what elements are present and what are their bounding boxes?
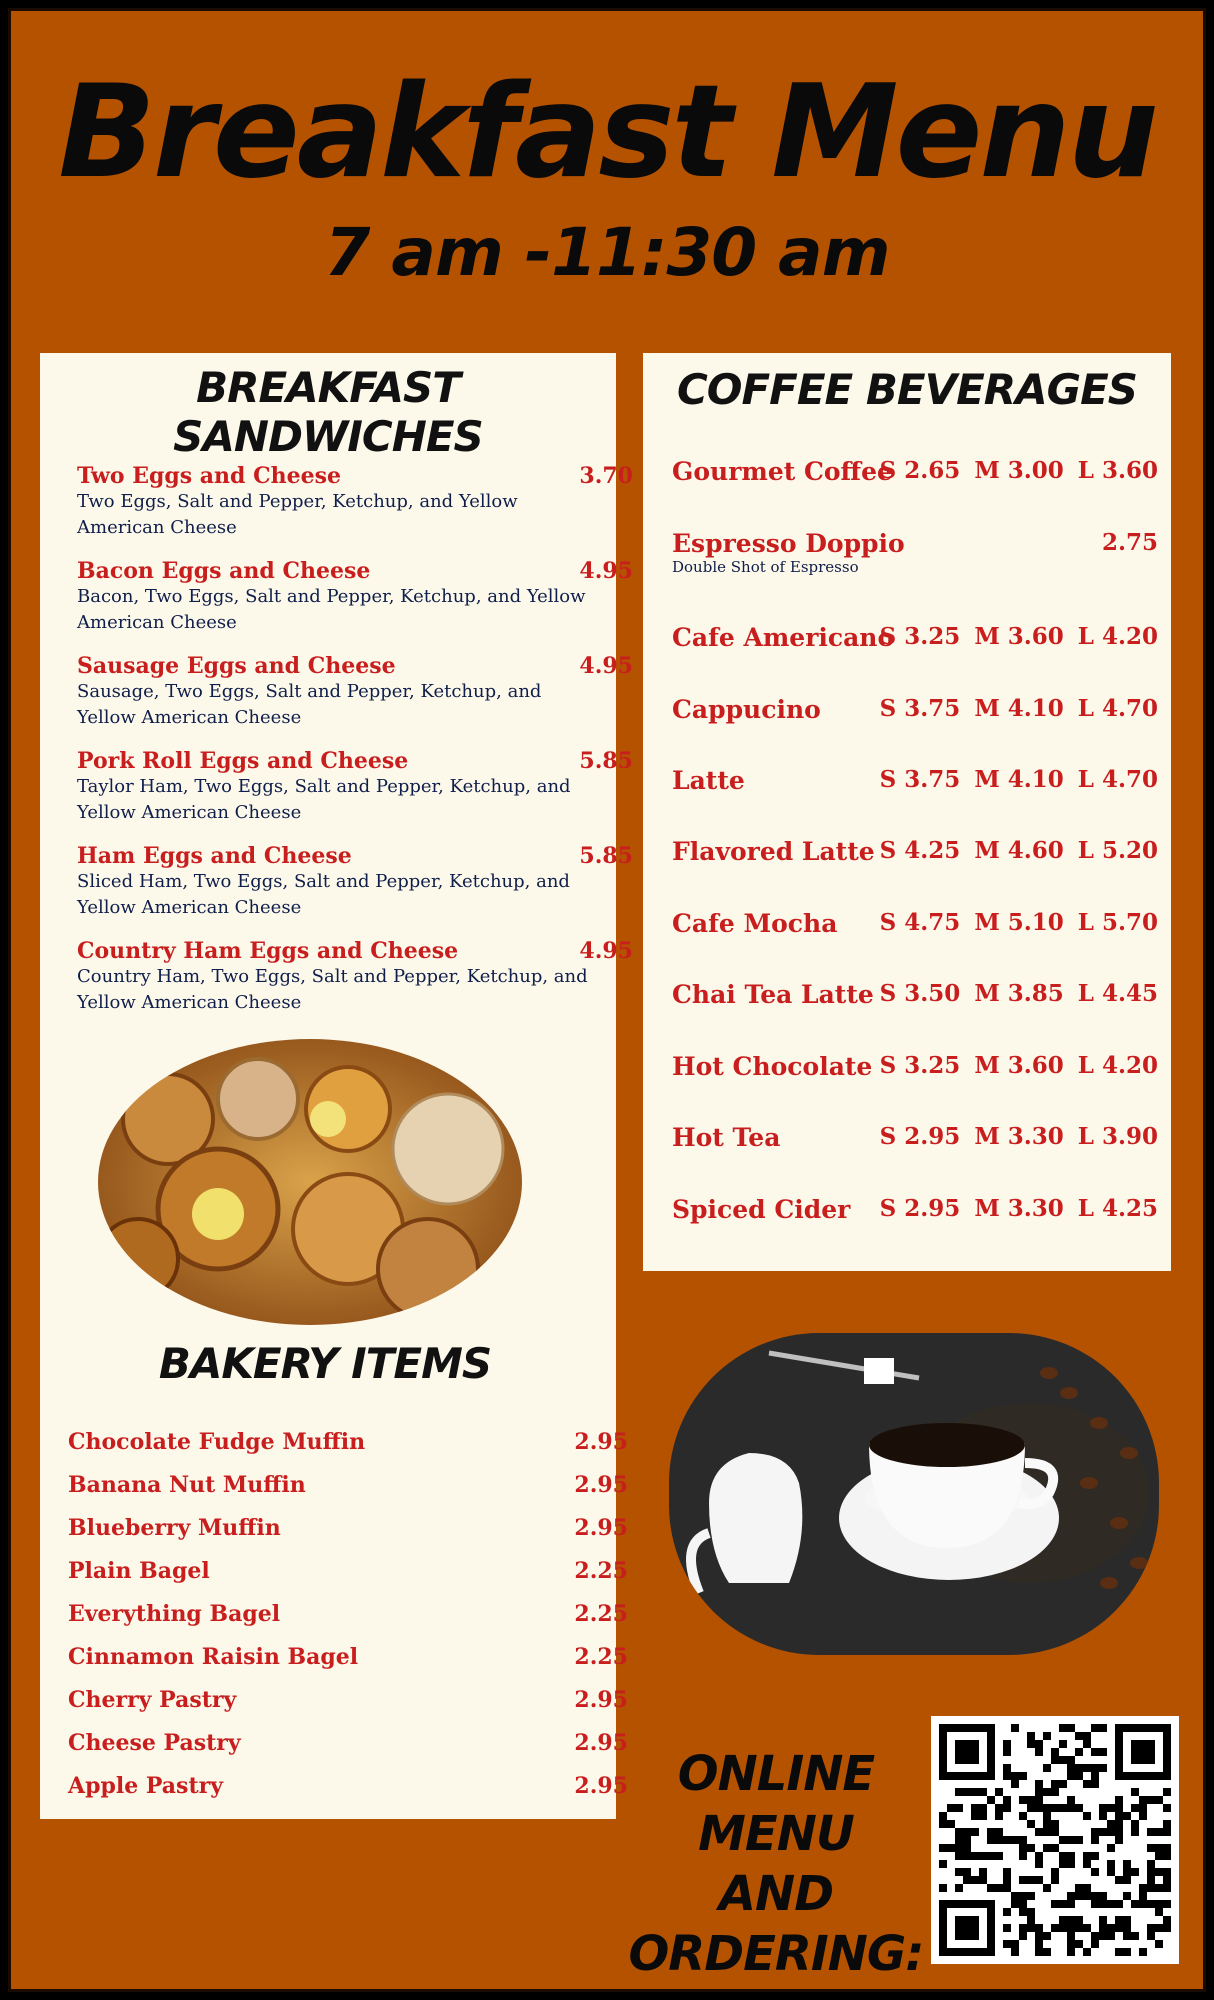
bakery-price: 2.95 [574, 1429, 628, 1455]
price-large: L 4.70 [1077, 766, 1158, 793]
coffee-heading: COFFEE BEVERAGES [676, 365, 1138, 414]
bakery-item [68, 1558, 628, 1598]
coffee-name: Hot Tea [672, 1123, 781, 1152]
online-line-3: ORDERING: [628, 1926, 924, 1982]
pastry-photo [98, 1039, 522, 1325]
price-large: L 3.90 [1077, 1123, 1158, 1150]
sandwich-item [77, 463, 633, 541]
coffee-prices [866, 837, 1158, 864]
bakery-item [68, 1773, 628, 1813]
price-large: L 3.60 [1077, 457, 1158, 484]
coffee-item [672, 457, 1158, 486]
coffee-name: Gourmet Coffee [672, 457, 893, 486]
coffee-photo [669, 1333, 1159, 1655]
bakery-name: Cinnamon Raisin Bagel [68, 1644, 359, 1670]
coffee-item [672, 1052, 1158, 1081]
bakery-item [68, 1472, 628, 1512]
price-small: S 3.50 [879, 980, 961, 1007]
coffee-prices [866, 1123, 1158, 1150]
coffee-item [672, 695, 1158, 724]
coffee-item [672, 980, 1158, 1009]
coffee-name: Cafe Mocha [672, 909, 838, 938]
price-large: L 5.70 [1077, 909, 1158, 936]
coffee-name: Flavored Latte [672, 837, 875, 866]
price-large: L 5.20 [1077, 837, 1158, 864]
sandwich-name: Pork Roll Eggs and Cheese [77, 748, 409, 774]
menu-title: Breakfast Menu [58, 58, 1156, 207]
price-medium: M 3.60 [974, 623, 1064, 650]
bakery-name: Cherry Pastry [68, 1687, 237, 1713]
bakery-price: 2.95 [574, 1687, 628, 1713]
coffee-item [672, 1195, 1158, 1224]
coffee-item [672, 1123, 1158, 1152]
sandwich-desc: Two Eggs, Salt and Pepper, Ketchup, and Yellow American Cheese [77, 491, 518, 538]
coffee-prices [866, 909, 1158, 936]
price-medium: M 3.30 [974, 1195, 1064, 1222]
bakery-price: 2.25 [574, 1558, 628, 1584]
coffee-prices [866, 1195, 1158, 1222]
coffee-name: Cappucino [672, 695, 821, 724]
coffee-name: Espresso Doppio [672, 529, 905, 558]
price-medium: M 3.30 [974, 1123, 1064, 1150]
sandwich-item [77, 938, 633, 1016]
sandwich-desc: Sliced Ham, Two Eggs, Salt and Pepper, Ketchup, and Yellow American Cheese [77, 871, 570, 918]
bakery-price: 2.25 [574, 1601, 628, 1627]
sandwich-name: Two Eggs and Cheese [77, 463, 341, 489]
sandwich-item [77, 558, 633, 636]
price-small: S 3.75 [879, 695, 961, 722]
online-line-1: ONLINE MENU [677, 1746, 875, 1862]
bakery-item [68, 1601, 628, 1641]
price-large: L 4.25 [1077, 1195, 1158, 1222]
sandwich-item [77, 843, 633, 921]
bakery-name: Everything Bagel [68, 1601, 281, 1627]
bakery-item [68, 1515, 628, 1555]
left-panel [40, 353, 633, 1819]
sandwich-price: 4.95 [579, 558, 633, 584]
coffee-name: Cafe Americano [672, 623, 895, 652]
qr-code[interactable] [931, 1716, 1179, 1964]
price-small: S 4.25 [879, 837, 961, 864]
coffee-item [672, 837, 1158, 866]
sandwich-price: 4.95 [579, 653, 633, 679]
price-medium: M 5.10 [974, 909, 1064, 936]
coffee-item [672, 529, 1158, 576]
coffee-item [672, 623, 1158, 652]
online-ordering-text [612, 1744, 940, 1984]
coffee-item [672, 766, 1158, 795]
price-small: S 2.65 [879, 457, 961, 484]
coffee-panel [643, 353, 1171, 1271]
bakery-item [68, 1730, 628, 1770]
bakery-item [68, 1644, 628, 1684]
coffee-price: 2.75 [1101, 529, 1158, 556]
price-small: S 3.75 [879, 766, 961, 793]
price-medium: M 4.60 [974, 837, 1064, 864]
bakery-name: Banana Nut Muffin [68, 1472, 306, 1498]
bakery-heading: BAKERY ITEMS [158, 1339, 492, 1388]
sandwich-name: Ham Eggs and Cheese [77, 843, 352, 869]
sandwich-name: Country Ham Eggs and Cheese [77, 938, 459, 964]
sandwich-desc: Taylor Ham, Two Eggs, Salt and Pepper, Ketchup, and Yellow American Cheese [77, 776, 571, 823]
coffee-item [672, 909, 1158, 938]
bakery-price: 2.95 [574, 1515, 628, 1541]
price-small: S 3.25 [879, 1052, 961, 1079]
coffee-name: Latte [672, 766, 745, 795]
coffee-prices [866, 695, 1158, 722]
bakery-name: Cheese Pastry [68, 1730, 241, 1756]
bakery-price: 2.95 [574, 1773, 628, 1799]
coffee-prices [866, 623, 1158, 650]
coffee-name: Spiced Cider [672, 1195, 851, 1224]
sandwiches-heading: BREAKFAST SANDWICHES [173, 363, 483, 461]
sandwich-desc: Country Ham, Two Eggs, Salt and Pepper, Ketchup, and Yellow American Cheese [77, 966, 588, 1013]
price-small: S 4.75 [879, 909, 961, 936]
sandwich-price: 5.85 [579, 748, 633, 774]
sandwich-name: Sausage Eggs and Cheese [77, 653, 396, 679]
price-medium: M 4.10 [974, 695, 1064, 722]
coffee-prices [866, 457, 1158, 484]
sandwich-desc: Sausage, Two Eggs, Salt and Pepper, Ketchup, and Yellow American Cheese [77, 681, 542, 728]
price-large: L 4.20 [1077, 1052, 1158, 1079]
price-large: L 4.20 [1077, 623, 1158, 650]
bakery-name: Chocolate Fudge Muffin [68, 1429, 366, 1455]
bakery-price: 2.95 [574, 1730, 628, 1756]
bakery-price: 2.95 [574, 1472, 628, 1498]
price-medium: M 3.60 [974, 1052, 1064, 1079]
sandwich-item [77, 748, 633, 826]
online-line-2: AND [718, 1866, 834, 1922]
price-large: L 4.45 [1077, 980, 1158, 1007]
bakery-item [68, 1687, 628, 1727]
bakery-name: Plain Bagel [68, 1558, 210, 1584]
coffee-name: Chai Tea Latte [672, 980, 874, 1009]
sandwich-price: 3.70 [579, 463, 633, 489]
price-medium: M 3.85 [974, 980, 1064, 1007]
price-medium: M 3.00 [974, 457, 1064, 484]
coffee-name: Hot Chocolate [672, 1052, 873, 1081]
coffee-prices [866, 980, 1158, 1007]
coffee-prices [866, 1052, 1158, 1079]
coffee-desc: Double Shot of Espresso [672, 558, 859, 576]
bakery-name: Apple Pastry [68, 1773, 223, 1799]
coffee-prices [866, 766, 1158, 793]
bakery-item [68, 1429, 628, 1469]
sandwich-price: 5.85 [579, 843, 633, 869]
sandwich-price: 4.95 [579, 938, 633, 964]
bakery-price: 2.25 [574, 1644, 628, 1670]
price-small: S 3.25 [879, 623, 961, 650]
price-small: S 2.95 [879, 1195, 961, 1222]
sandwich-desc: Bacon, Two Eggs, Salt and Pepper, Ketchup, and Yellow American Cheese [77, 586, 586, 633]
menu-hours: 7 am -11:30 am [324, 214, 890, 291]
price-medium: M 4.10 [974, 766, 1064, 793]
price-large: L 4.70 [1077, 695, 1158, 722]
bakery-name: Blueberry Muffin [68, 1515, 281, 1541]
sandwich-item [77, 653, 633, 731]
price-small: S 2.95 [879, 1123, 961, 1150]
sandwich-name: Bacon Eggs and Cheese [77, 558, 371, 584]
